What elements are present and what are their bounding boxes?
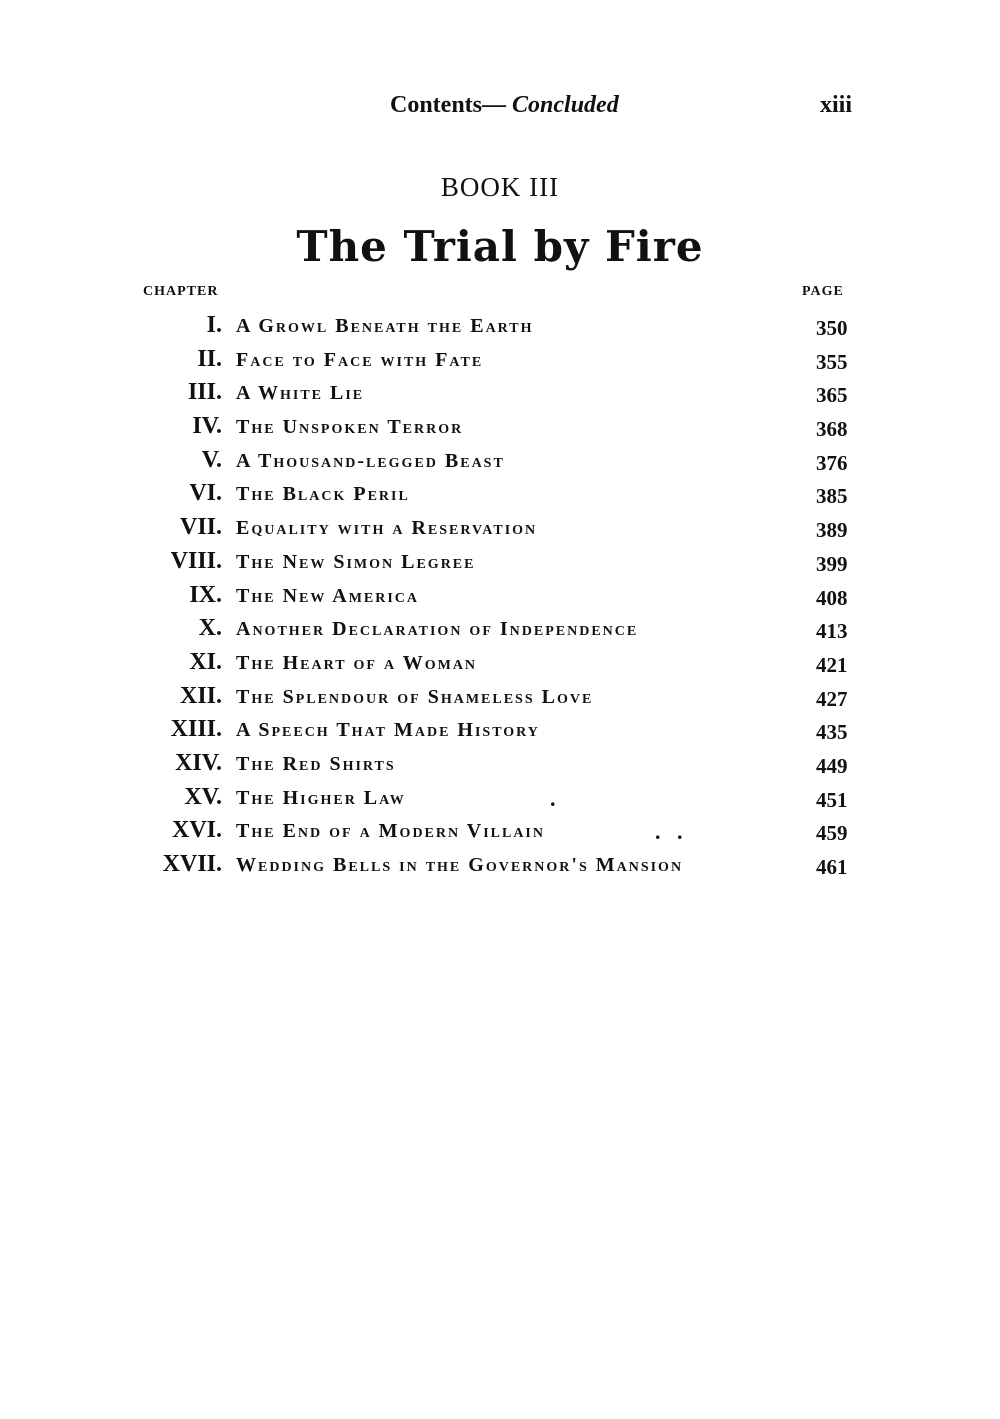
running-title-main: Contents— <box>390 92 507 118</box>
chapter-title: The Black Peril <box>236 483 410 506</box>
chapter-title: A Thousand-legged Beast <box>236 449 505 472</box>
chapter-number: IX. <box>189 581 222 608</box>
chapter-page-number: 376 <box>816 450 848 475</box>
chapter-title: The Splendour of Shameless Love <box>236 685 594 708</box>
book-title: The Trial by Fire <box>296 222 704 271</box>
chapter-number: XIV. <box>175 749 222 776</box>
toc-row <box>0 847 1000 881</box>
running-title-italic: Concluded <box>512 92 619 118</box>
toc-row <box>0 476 1000 510</box>
table-of-contents <box>0 308 1000 881</box>
chapter-page-number: 385 <box>816 484 848 509</box>
chapter-number: X. <box>198 615 222 642</box>
toc-row <box>0 746 1000 780</box>
toc-row <box>0 578 1000 612</box>
chapter-number: XVI. <box>171 817 222 844</box>
chapter-number: VI. <box>189 480 222 507</box>
chapter-page-number: 435 <box>816 720 848 745</box>
toc-row <box>0 443 1000 477</box>
chapter-page-number: 421 <box>816 652 848 677</box>
chapter-number: V. <box>201 446 222 473</box>
chapter-title: The Higher Law <box>236 786 406 809</box>
toc-row <box>0 780 1000 814</box>
chapter-page-number: 399 <box>816 551 848 576</box>
toc-row <box>0 712 1000 746</box>
chapter-title: Wedding Bells in the Governor's Mansion <box>236 854 684 876</box>
chapter-page-number: 355 <box>816 349 848 374</box>
toc-row <box>0 544 1000 578</box>
page-column-header: PAGE <box>802 284 844 299</box>
chapter-title: Face to Face with Fate <box>236 348 484 371</box>
toc-row <box>0 645 1000 679</box>
chapter-number: IV. <box>192 413 222 440</box>
chapter-page-number: 408 <box>816 585 848 610</box>
leader-dots: . . <box>655 819 683 845</box>
chapter-number: XV. <box>184 783 222 810</box>
chapter-title: The Heart of a Woman <box>236 651 478 674</box>
toc-row <box>0 611 1000 645</box>
toc-row <box>0 813 1000 847</box>
chapter-page-number: 368 <box>816 417 848 442</box>
toc-row <box>0 342 1000 376</box>
chapter-page-number: 459 <box>816 821 848 846</box>
chapter-title: A White Lie <box>236 382 365 405</box>
running-head <box>0 88 1000 128</box>
toc-row <box>0 308 1000 342</box>
chapter-title: A Speech That Made History <box>236 719 540 742</box>
chapter-page-number: 449 <box>816 753 848 778</box>
toc-row <box>0 409 1000 443</box>
chapter-column-header: CHAPTER <box>143 284 219 299</box>
chapter-page-number: 413 <box>816 619 848 644</box>
chapter-page-number: 389 <box>816 518 848 543</box>
book-label: BOOK III <box>440 172 560 202</box>
folio-page-number: xiii <box>820 92 853 118</box>
chapter-title: The End of a Modern Villain <box>236 820 545 843</box>
chapter-number: VIII. <box>170 547 222 574</box>
chapter-number: XI. <box>189 648 222 675</box>
toc-row <box>0 510 1000 544</box>
leader-dots: . <box>550 785 556 811</box>
chapter-title: The Unspoken Terror <box>236 416 464 439</box>
toc-row <box>0 375 1000 409</box>
chapter-title: The Red Shirts <box>236 752 396 775</box>
chapter-page-number: 365 <box>816 383 848 408</box>
chapter-page-number: 350 <box>816 316 848 340</box>
chapter-title: Another Declaration of Independence <box>236 618 639 641</box>
chapter-page-number: 427 <box>816 686 848 711</box>
chapter-number: II. <box>197 345 222 372</box>
chapter-page-number: 451 <box>816 787 848 812</box>
running-title <box>390 92 619 119</box>
chapter-title: The New America <box>236 584 420 607</box>
chapter-number: III. <box>187 379 222 406</box>
chapter-number: XII. <box>179 682 222 709</box>
chapter-number: VII. <box>179 514 222 541</box>
toc-row <box>0 679 1000 713</box>
chapter-number: XIII. <box>170 716 222 743</box>
chapter-page-number: 461 <box>816 855 848 879</box>
chapter-title: Equality with a Reservation <box>236 517 538 540</box>
chapter-title: The New Simon Legree <box>236 550 476 573</box>
chapter-title: A Growl Beneath the Earth <box>236 315 534 337</box>
chapter-number: XVII. <box>162 851 222 877</box>
chapter-number: I. <box>206 312 222 338</box>
